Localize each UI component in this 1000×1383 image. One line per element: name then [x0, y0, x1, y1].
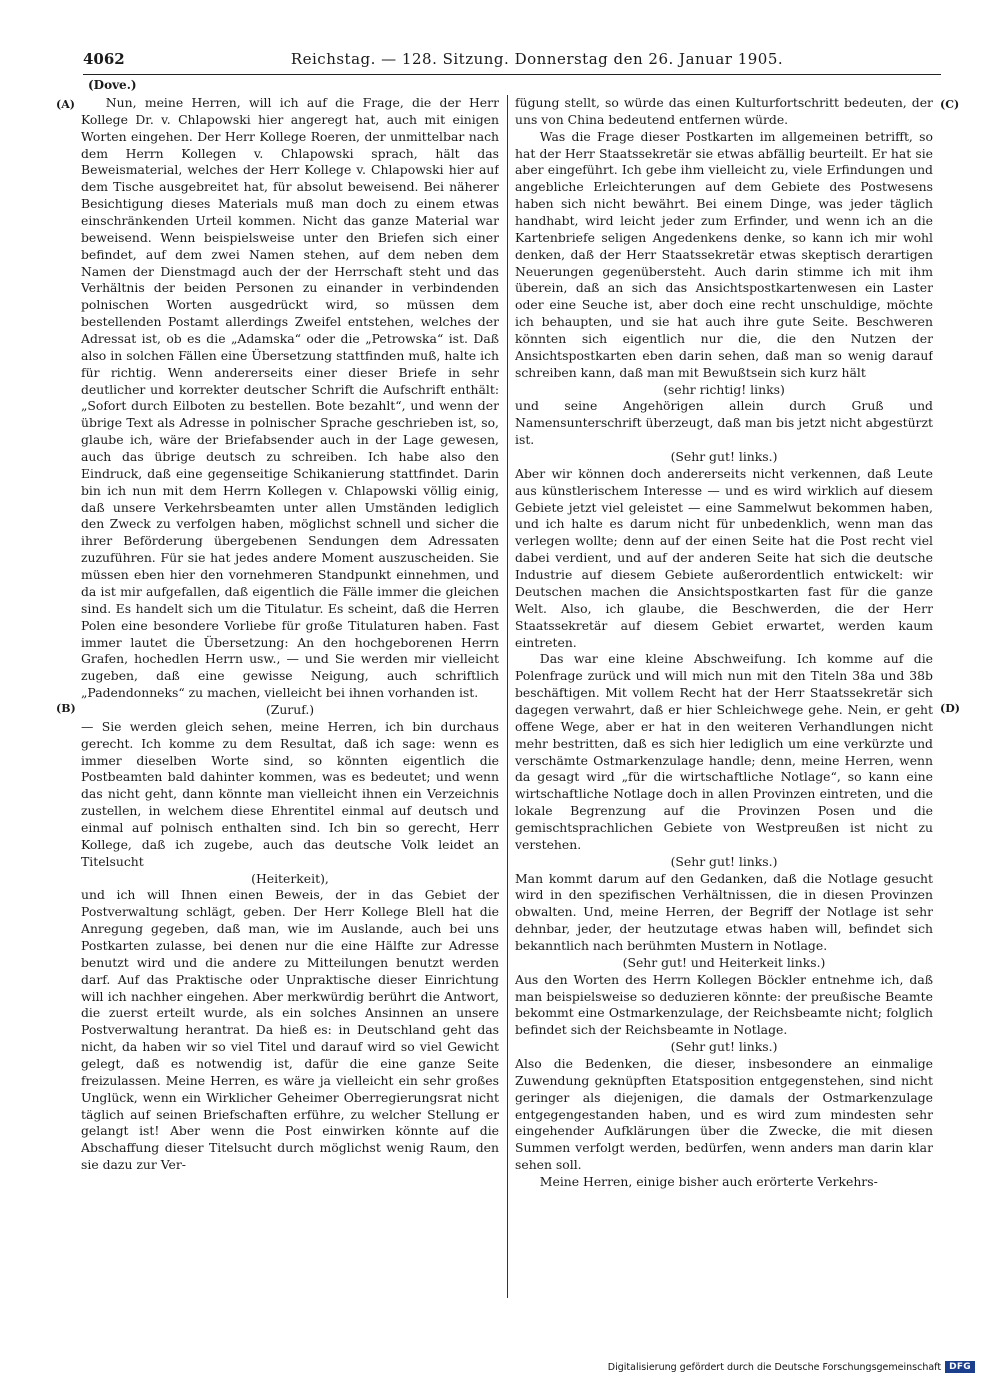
paragraph-continued: Man kommt darum auf den Gedanken, daß die Notlage gesucht wird in den spezifischen Verhältnissen, die in diesen Provinzen obwalten. Und, meine Herren, der Begriff der Notlage ist sehr dehnbar, jeder, der heutzutage etwas haben will, befindet sich bekanntlich nach berühmten Mustern in Notlage.: [515, 870, 933, 953]
interjection: (Sehr gut! links.): [670, 449, 778, 465]
paragraph-continued: und seine Angehörigen allein durch Gruß und Namensunterschrift überzeugt, daß man bis jetzt nicht abgestürzt ist.: [515, 398, 933, 448]
dfg-logo: DFG: [945, 1361, 975, 1373]
speaker-name: (Dove.): [88, 78, 137, 92]
paragraph: Nun, meine Herren, will ich auf die Frage, die der Herr Kollege Dr. v. Chlapowski hier angeregt hat, auch mit einigen Worten eingehen. Der Herr Kollege Roeren, der unmittelbar nach dem Herrn Kollegen v. Chlapowski sprach, hält das Beweismaterial, welches der Herr Kollege v. Chlapowski hier auf dem Tische ausgebreitet hat, für absolut beweisend. Bei näherer Besichtigung dieses Materials muß man doch zu einem etwas einschränkenden Urteil kommen. Nicht das ganze Material war beweisend. Wenn beispielsweise unter den Briefen sich einer befindet, auf dem zwei Namen stehen, auf dem neben dem Namen der Dienstmagd auch der der Herrschaft steht und das Verhältnis der beiden Personen zu einander in verbindenden polnischen Worten ausgedrückt wird, so müssen dem bestellenden Postamt allerdings Zweifel entstehen, welches der Adressat ist, ob es die „Adamska“ oder die „Petrowska“ ist. Daß also in solchen Fällen eine Übersetzung stattfinden muß, halte ich für richtig. Wenn andererseits einer dieser Briefe in sehr deutlicher und korrekter deutscher Schrift die Aufschrift enthält: „Sofort durch Eilboten zu bestellen. Bote bezahlt“, und wenn der übrige Text als Adresse in polnischer Sprache geschrieben ist, so, glaube ich, wäre der Briefabsender auch in der Lage gewesen, auch das übrige deutsch zu schreiben. Ich habe also den Eindruck, daß eine gegenseitige Schikanierung stattfindet. Darin bin ich nun mit dem Herrn Kollegen v. Chlapowski völlig einig, daß unsere Verkehrsbeamten unter allen Umständen lediglich den Zweck zu verfolgen haben, möglichst schnell und sicher die ihrer Beförderung übergebenen Sendungen dem Adressaten zuzuführen. Für sie hat jedes andere Moment auszuscheiden. Sie müssen eben hier den vornehmeren Standpunkt einnehmen, und da ist mir aufgefallen, daß eigentlich die Fälle immer die gleichen sind. Es handelt sich um die Titulatur. Es scheint, daß die Herren Polen eine besondere Vorliebe für große Titulaturen haben. Fast immer lautet die Übersetzung: An den hochgeborenen Herrn Grafen, hochedlen Herrn usw., — und Sie werden mir vielleicht zugeben, daß eine gewisse Neigung, auch schriftlich „Padendonneks“ zu machen, vielleicht bei ihnen vorhanden ist.: [81, 95, 499, 701]
interjection: (Sehr gut! links.): [670, 1039, 778, 1055]
running-title: Reichstag. — 128. Sitzung. Donnerstag den 26. Januar 1905.: [290, 50, 784, 68]
paragraph: Das war eine kleine Abschweifung. Ich komme auf die Polenfrage zurück und will mich nun mit den Titeln 38a und 38b beschäftigen. Mit vollem Recht hat der Herr Staatssekretär sich dagegen verwahrt, daß er hier Schleichwege gehe. Nein, er geht offene Wege, aber er hat in den weiteren Verhandlungen nicht mehr bestritten, daß es sich hier lediglich um eine verkürzte und verschämte Ostmarkenzulage handle; denn, meine Herren, wenn da gesagt wird „für die wirtschaftliche Notlage“, so kann eine wirtschaftliche Notlage doch in allen Provinzen eintreten, und die lokale Begrenzung auf die Provinzen Posen und die gemischtsprachlichen Gebiete von Westpreußen ist nicht zu verstehen.: [515, 651, 933, 852]
margin-letter-d: (D): [940, 702, 960, 715]
paragraph-continued: Aus den Worten des Herrn Kollegen Böckler entnehme ich, daß man beispielsweise so deduzieren könnte: der preußische Beamte bekommt eine Ostmarkenzulage, der Reichsbeamte nicht; folglich befindet sich der Reichsbeamte in Notlage.: [515, 971, 933, 1038]
interjection: (Sehr gut! links.): [670, 853, 778, 869]
page-number: 4062: [83, 50, 125, 68]
interjection: (Heiterkeit),: [251, 870, 329, 886]
paragraph-continued: — Sie werden gleich sehen, meine Herren, ich bin durchaus gerecht. Ich komme zu dem Resultat, daß ich sage: wenn es immer dieselben Worte sind, so könnten eigentlich die Postbeamten bald dahinter kommen, was es bedeutet; und wenn das nicht geht, dann könnte man vielleicht ihnen ein Verzeichnis zustellen, in welchem diese Ehrentitel einmal auf deutsch und einmal auf polnisch enthalten sind. Ich bin so gerecht, Herr Kollege, daß ich zugebe, auch das deutsche Volk leidet an Titelsucht: [81, 718, 499, 869]
margin-letter-a: (A): [56, 98, 75, 111]
paragraph: Was die Frage dieser Postkarten im allgemeinen betrifft, so hat der Herr Staatssekretär sie etwas abfällig beurteilt. Er hat sie aber eingeführt. Ich gebe ihm vielleicht zu, viele Erfindungen und angebliche Erleichterungen auf dem Gebiete des Postwesens haben sich nicht bewährt. Bei einem Dinge, was jeder täglich handhabt, wird leicht jeder zum Erfinder, und wenn ich an die Kartenbriefe seligen Angedenkens denke, so kann ich mir wohl denken, daß der Herr Staatssekretär etwas skeptisch derartigen Neuerungen gegenübersteht. Auch darin stimme ich mit ihm überein, daß an sich das Ansichtspostkartenwesen ein Laster oder eine Seuche ist, aber doch eine recht unschuldige, möchte ich behaupten, und sie hat auch ihre gute Seite. Beschweren könnten sich eigentlich nur die, die den Nutzen der Ansichtspostkarten eben darin sehen, daß man so wenig darauf schreiben kann, daß man mit Bewußtsein sich kurz hält: [515, 128, 933, 380]
footer-text: Digitalisierung gefördert durch die Deutsche Forschungsgemeinschaft: [607, 1361, 942, 1373]
paragraph-continued: und ich will Ihnen einen Beweis, der in das Gebiet der Postverwaltung schlägt, geben. Der Herr Kollege Blell hat die Anregung gegeben, daß man, wie im Auslande, auch bei uns Postkarten zulasse, bei denen nur die eine Hälfte zur Adresse benutzt wird und die andere zu Mitteilungen benutzt werden darf. Auf das Praktische oder Unpraktische dieser Einrichtung will ich nachher eingehen. Aber merkwürdig berührt die Antwort, die zuerst erteilt wurde, als ein solches Ansinnen an unsere Postverwaltung herantrat. Da hieß es: in Deutschland geht das nicht, da haben wir so viel Titel und darauf wird so viel Gewicht gelegt, daß es notwendig ist, dafür die eine ganze Seite freizulassen. Meine Herren, es wäre ja vielleicht ein sehr großes Unglück, wenn ein Wirklicher Geheimer Oberregierungsrat nicht täglich auf seinen Briefschaften erführe, zu welcher Stellung er gelangt ist! Aber wenn die Post einwirken könnte auf die Abschaffung dieser Titelsucht durch möglichst wenig Raum, den sie dazu zur Ver-: [81, 887, 499, 1173]
page-header: [83, 50, 941, 74]
interjection: (Sehr gut! und Heiterkeit links.): [622, 954, 826, 970]
footer-credit: [608, 1361, 975, 1373]
margin-letter-b: (B): [56, 702, 76, 715]
margin-letter-c: (C): [940, 98, 960, 111]
interjection: (Zuruf.): [265, 701, 315, 717]
paragraph-continued: Aber wir können doch andererseits nicht verkennen, daß Leute aus künstlerischem Interesse — und es wird wirklich auf diesem Gebiete jetzt viel geleistet — eine Sammelwut bekommen haben, und ich halte es darum nicht für unbedenklich, wenn man das verlegen wollte; denn auf der einen Seite hat die Post recht viel dabei verdient, und auf der anderen Seite hat sich die deutsche Industrie auf diesem Gebiete außerordentlich entwickelt: wir Deutschen machen die Ansichtspostkarten fast für die ganze Welt. Also, ich glaube, die Beschwerden, die der Herr Staatssekretär auf diesem Gebiet erwartet, werden kaum eintreten.: [515, 465, 933, 650]
column-divider: [507, 95, 508, 1298]
interjection: (sehr richtig! links): [663, 381, 785, 397]
left-column: [81, 95, 499, 1295]
paragraph: Meine Herren, einige bisher auch erörterte Verkehrs-: [539, 1174, 878, 1189]
right-column: [515, 95, 933, 1295]
header-rule: [83, 74, 941, 75]
paragraph-continued: Also die Bedenken, die dieser, insbesondere an einmalige Zuwendung geknüpften Etatsposition entgegenstehen, sind nicht geringer als diejenigen, die damals der Ostmarkenzulage entgegengestanden haben, und es wird zum mindesten sehr eingehender Aufklärungen über die Zwecke, die mit diesen Summen verfolgt werden, bedürfen, wenn anders man darin klar sehen soll.: [515, 1055, 933, 1173]
paragraph-continued: fügung stellt, so würde das einen Kulturfortschritt bedeuten, der uns von China bedeutend entfernen würde.: [515, 95, 933, 127]
